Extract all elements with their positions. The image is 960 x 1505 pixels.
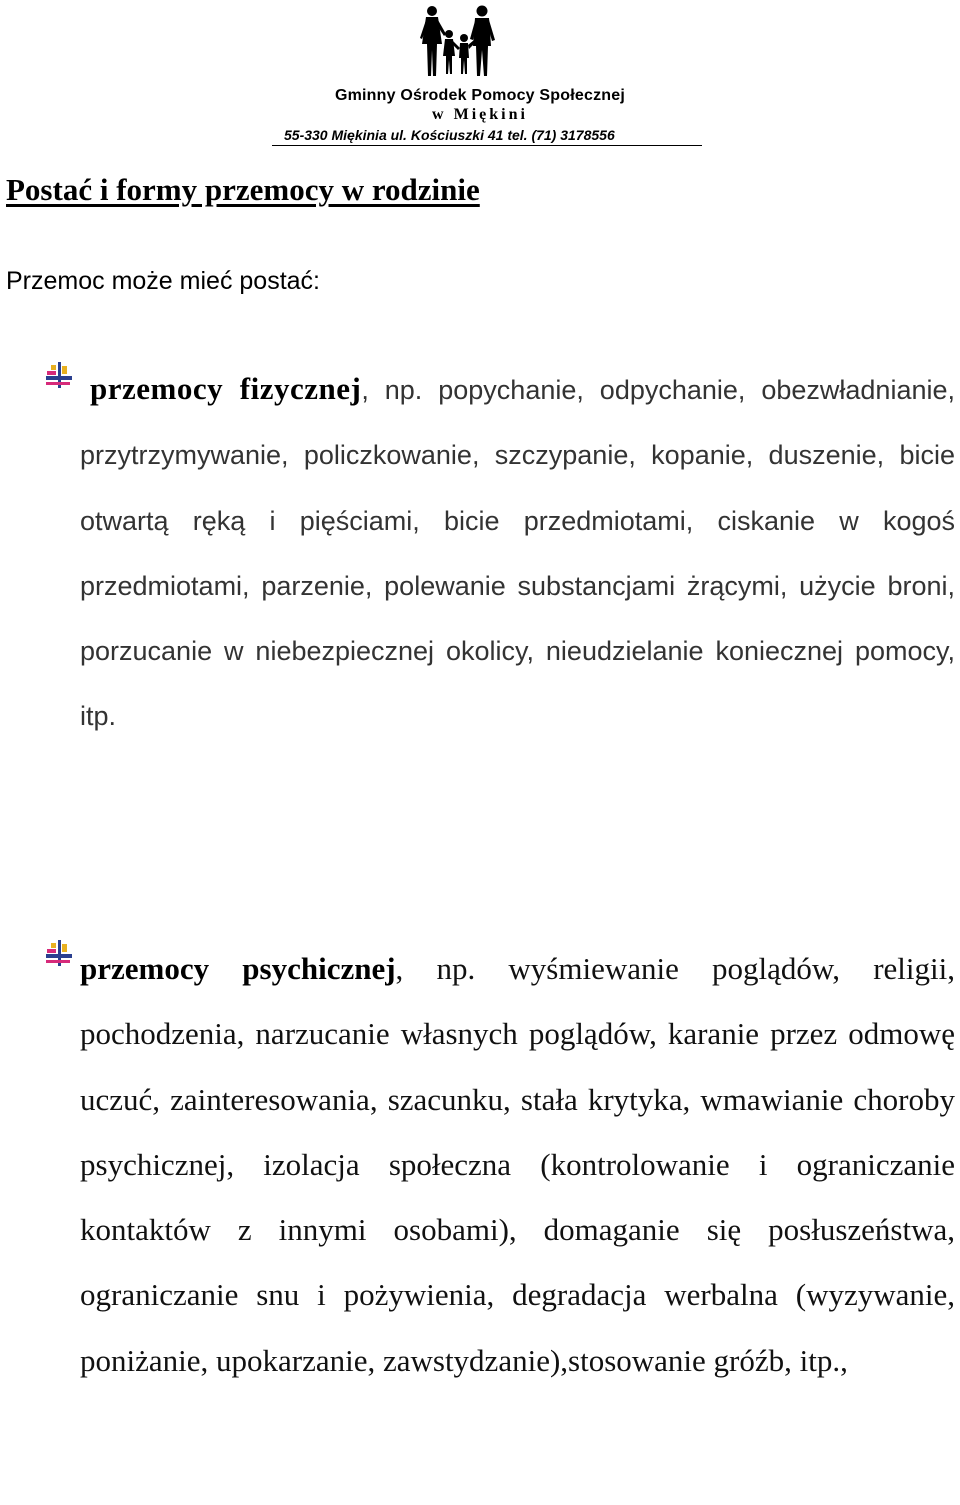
intro-text: Przemoc może mieć postać: bbox=[6, 267, 320, 295]
description-physical-violence: popychanie, odpychanie, obezwładnianie, przytrzymywanie, policzkowanie, szczypanie, kopanie, duszenie, bicie otwartą ręką i pięściami, bicie przedmiotami, ciskanie w kogoś przedmiotami, parzenie, polewanie substancjami żrącymi, użycie broni, porzucanie w niebezpiecznej okolicy, nieudzielanie koniecznej pomocy, itp. bbox=[80, 375, 955, 732]
document-title: Postać i formy przemocy w rodzinie bbox=[6, 172, 480, 207]
arrow-bullet-icon bbox=[44, 360, 74, 390]
term-psychological-violence: przemocy psychicznej bbox=[80, 951, 396, 986]
term-physical-violence: przemocy fizycznej bbox=[90, 371, 362, 406]
list-item-psychological bbox=[80, 936, 955, 1393]
organization-name: Gminny Ośrodek Pomocy Społecznej bbox=[334, 87, 626, 104]
letterhead bbox=[0, 0, 960, 150]
family-silhouette-icon bbox=[418, 4, 498, 78]
item-lead: , np. bbox=[361, 375, 439, 405]
arrow-bullet-icon bbox=[44, 938, 74, 968]
organization-location: w Miękini bbox=[432, 106, 528, 123]
organization-address: 55-330 Miękinia ul. Kościuszki 41 tel. (71) 3178556 bbox=[272, 126, 702, 146]
list-item-physical bbox=[80, 356, 955, 750]
description-psychological-violence: wyśmiewanie poglądów, religii, pochodzenia, narzucanie własnych poglądów, karanie przez odmowę uczuć, zainteresowania, szacunku, stała krytyka, wmawianie choroby psychicznej, izolacja społeczna (kontrolowanie i ograniczanie kontaktów z innymi osobami), domaganie się posłuszeństwa, ograniczanie snu i pożywienia, degradacja werbalna (wyzywanie, poniżanie, upokarzanie, zawstydzanie),stosowanie gróźb, itp., bbox=[80, 951, 955, 1378]
item-lead: , np. bbox=[395, 951, 509, 986]
